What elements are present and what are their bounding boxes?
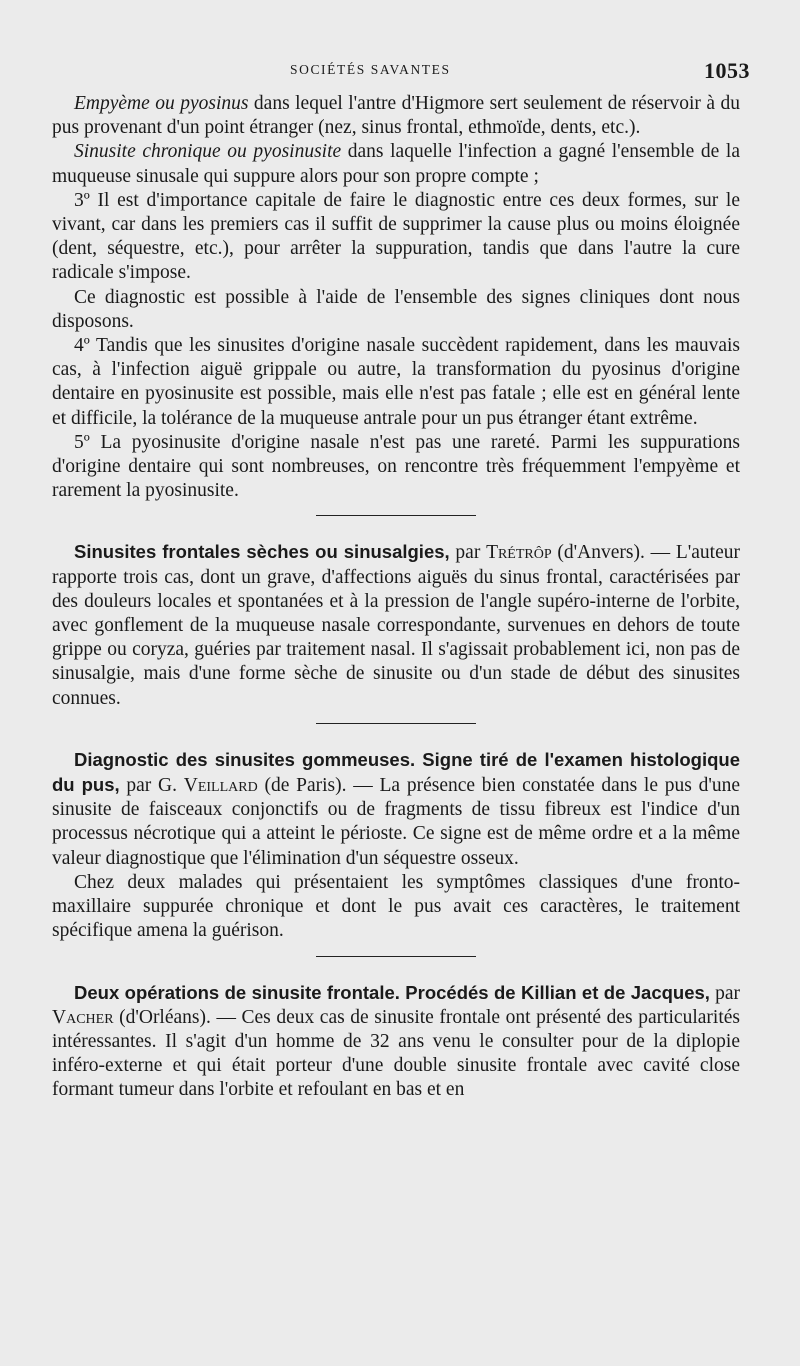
abstract-text: — L'auteur rapporte trois cas, dont un grave, d'affections aiguës du sinus frontal, caractérisées par des douleurs locales et spontanées et à la pression de l'angle supéro-interne de l'orbite, avec gonflement de la muqueuse nasale correspondante, survenues en dehors de toute grippe ou coryza, guéries par traitement nasal. Il s'agissait probablement ici, non pas de sinusalgie, mais d'une forme sèche de sinusite ou d'un stade de début des sinusites connues. bbox=[52, 542, 740, 709]
abstract-title: Sinusites frontales sèches ou sinusalgies, bbox=[74, 541, 450, 563]
abstract: Deux opérations de sinusite frontale. Procédés de Killian et de Jacques, par Vacher (d'Orléans). — Ces deux cas de sinusite frontale ont présenté des particularités intéressantes. Il s'agit d'un homme de 32 ans venu le consulter pour de la diplopie inféro-externe et qui était porteur d'une double sinusite frontale avec cavité close formant tumeur dans l'orbite et refoulant en bas et en bbox=[52, 981, 740, 1101]
author-name: Vacher bbox=[52, 1006, 114, 1028]
abstract-title: Diagnostic des sinusites gommeuses. Signe tiré de l'examen histologique du pus, bbox=[52, 748, 740, 796]
term: Empyème ou pyosinus bbox=[74, 93, 249, 114]
page-number: 1053 bbox=[704, 58, 750, 83]
running-title: SOCIÉTÉS SAVANTES bbox=[290, 62, 451, 77]
text: dans laquelle l'infection a gagné l'ensemble de la muqueuse sinusale qui suppure alors pour son propre compte ; bbox=[52, 141, 740, 187]
paragraph bbox=[52, 92, 740, 140]
abstract-text: — Ces deux cas de sinusite frontale ont présenté des particularités intéressantes. Il s'agit d'un homme de 32 ans venu le consulter pour de la diplopie inféro-externe et qui était porteur d'une double sinusite frontale avec cavité close formant tumeur dans l'orbite et refoulant en bas et en bbox=[52, 1006, 740, 1101]
author-name: Trétrôp bbox=[486, 542, 552, 564]
abstract-text: — La présence bien constatée dans le pus d'une sinusite de faisceaux conjonctifs ou de fragments de tissu fibreux est l'indice d'un processus nécrotique qui a atteint le périoste. Ce signe est de même ordre et a la même valeur diagnostique que l'élimination d'un séquestre osseux. bbox=[52, 775, 740, 869]
paragraph: 4º Tandis que les sinusites d'origine nasale succèdent rapidement, dans les mauvais cas, à l'infection aiguë grippale ou autre, la transformation du pyosinus d'origine dentaire en pyosinusite est possible, mais elle n'est pas fatale ; elle est en général lente et difficile, la tolérance de la muqueuse antrale pour un pus étranger étant extrême. bbox=[52, 335, 740, 429]
book-page bbox=[52, 52, 750, 1103]
abstract-title: Deux opérations de sinusite frontale. Procédés de Killian et de Jacques, bbox=[74, 981, 710, 1003]
author-name: Veillard bbox=[183, 775, 258, 797]
abstract: Sinusites frontales sèches ou sinusalgies, par Trétrôp (d'Anvers). — L'auteur rapporte trois cas, dont un grave, d'affections aiguës du sinus frontal, caractérisées par des douleurs locales et spontanées et à la pression de l'angle supéro-interne de l'orbite, avec gonflement de la muqueuse nasale correspondante, survenues en dehors de toute grippe ou coryza, guéries par traitement nasal. Il s'agissait probablement ici, non pas de sinusalgie, mais d'une forme sèche de sinusite ou d'un stade de début des sinusites connues. bbox=[52, 541, 740, 709]
paragraph: 5º La pyosinusite d'origine nasale n'est pas une rareté. Parmi les suppurations d'origine dentaire qui sont nombreuses, on rencontre très fréquemment l'empyème et rarement la pyosinusite. bbox=[52, 431, 740, 502]
abstract: Diagnostic des sinusites gommeuses. Signe tiré de l'examen histologique du pus, par G. Veillard (de Paris). — La présence bien constatée dans le pus d'une sinusite de faisceaux conjonctifs ou de fragments de tissu fibreux est l'indice d'un processus nécrotique qui a atteint le périoste. Ce signe est de même ordre et a la même valeur diagnostique que l'élimination d'un séquestre osseux. bbox=[52, 748, 740, 869]
page-header bbox=[52, 52, 750, 92]
paragraph bbox=[52, 140, 740, 188]
paragraph: Chez deux malades qui présentaient les symptômes classiques d'une fronto-maxillaire suppurée chronique et dont le pus avait ces caractères, le traitement spécifique amena la guérison. bbox=[52, 871, 740, 942]
paragraph: 3º Il est d'importance capitale de faire le diagnostic entre ces deux formes, sur le vivant, car dans les premiers cas il suffit de supprimer la cause plus ou moins éloignée (dent, séquestre, etc.), pour arrêter la suppuration, tandis que dans l'autre la cure radicale s'impose. bbox=[52, 189, 740, 284]
text: dans lequel l'antre d'Higmore sert seulement de réservoir à du pus provenant d'un point étranger (nez, sinus frontal, ethmoïde, dents, etc.). bbox=[52, 93, 740, 139]
paragraph: Ce diagnostic est possible à l'aide de l'ensemble des signes cliniques dont nous disposons. bbox=[52, 286, 740, 332]
term: Sinusite chronique ou pyosinusite bbox=[74, 141, 342, 163]
